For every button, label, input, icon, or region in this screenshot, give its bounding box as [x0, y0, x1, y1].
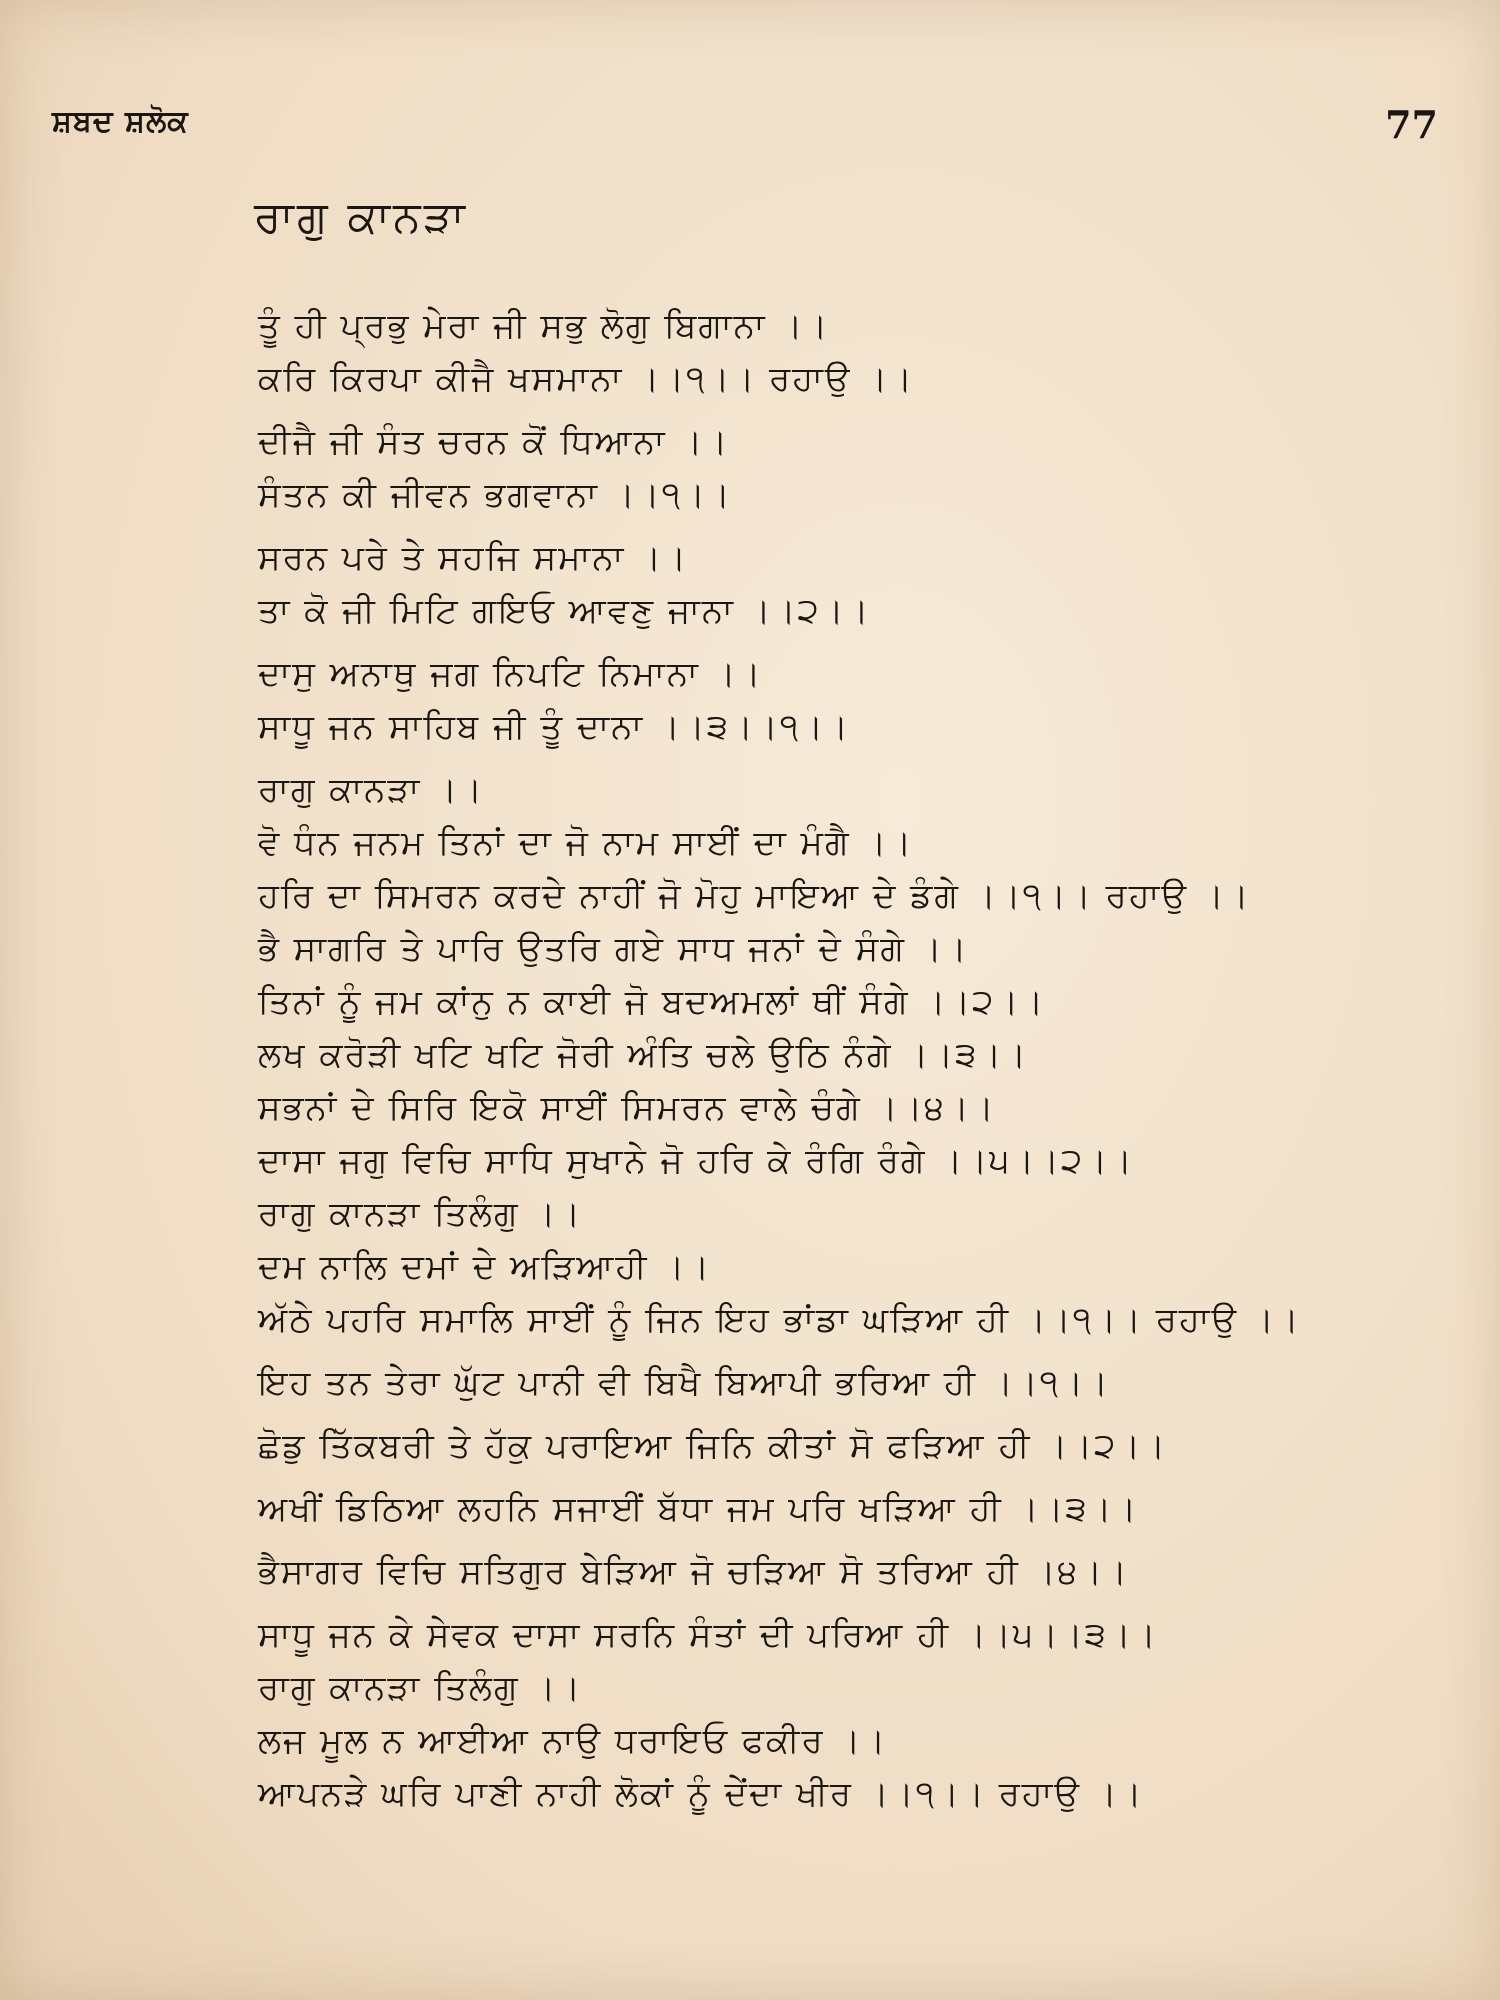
verse-line: ਅੱਠੇ ਪਹਰਿ ਸਮਾਲਿ ਸਾਈਂ ਨੂੰ ਜਿਨ ਇਹ ਭਾਂਡਾ ਘੜਿਆ ਹੀ ।।੧।। ਰਹਾਉ ।।: [258, 1300, 1301, 1340]
verse-line: ਸਾਧੂ ਜਨ ਸਾਹਿਬ ਜੀ ਤੂੰ ਦਾਨਾ ।।੩।।੧।।: [258, 707, 851, 747]
verse-line: ਇਹ ਤਨ ਤੇਰਾ ਘੁੱਟ ਪਾਨੀ ਵੀ ਬਿਖੈ ਬਿਆਪੀ ਭਰਿਆ ਹੀ ।।੧।।: [258, 1363, 1110, 1403]
verse-line: ਛੋਡੁ ਤਿੱਕਬਰੀ ਤੇ ਹੱਕੁ ਪਰਾਇਆ ਜਿਨਿ ਕੀਤਾਂ ਸੋ ਫੜਿਆ ਹੀ ।।੨।।: [258, 1426, 1168, 1466]
verse-line: ਆਪਨੜੇ ਘਰਿ ਪਾਣੀ ਨਾਹੀ ਲੋਕਾਂ ਨੂੰ ਦੇਂਦਾ ਖੀਰ ।।੧।। ਰਹਾਉ ।।: [258, 1774, 1144, 1814]
section-title: ਰਾਗੁ ਕਾਨੜਾ: [254, 192, 468, 243]
verse-line: ਲਜ ਮੂਲ ਨ ਆਈਆ ਨਾਉ ਧਰਾਇਓ ਫਕੀਰ ।।: [258, 1721, 888, 1761]
verse-line: ਅਖੀਂ ਡਿਠਿਆ ਲਹਨਿ ਸਜਾਈਂ ਬੱਧਾ ਜਮ ਪਰਿ ਖੜਿਆ ਹੀ ।।੩।।: [258, 1489, 1139, 1529]
verse-line: ਦੀਜੈ ਜੀ ਸੰਤ ਚਰਨ ਕੋਂ ਧਿਆਨਾ ।।: [258, 422, 730, 462]
verse-line: ਦਮ ਨਾਲਿ ਦਮਾਂ ਦੇ ਅੜਿਆਹੀ ।।: [258, 1247, 712, 1287]
verse-line: ਕਰਿ ਕਿਰਪਾ ਕੀਜੈ ਖਸਮਾਨਾ ।।੧।। ਰਹਾਉ ।।: [258, 359, 915, 399]
verse-line: ਭੈਸਾਗਰ ਵਿਚਿ ਸਤਿਗੁਰ ਬੇੜਿਆ ਜੋ ਚੜਿਆ ਸੋ ਤਰਿਆ ਹੀ ।੪।।: [258, 1552, 1129, 1592]
page-number: 77: [1385, 102, 1438, 147]
verse-line: ਵੋ ਧੰਨ ਜਨਮ ਤਿਨਾਂ ਦਾ ਜੋ ਨਾਮ ਸਾਈਂ ਦਾ ਮੰਗੈ ।।: [258, 823, 914, 863]
verse-line: ਰਾਗੁ ਕਾਨੜਾ ਤਿਲੰਗੁ ।।: [258, 1668, 583, 1708]
verse-line: ਸਰਨ ਪਰੇ ਤੇ ਸਹਜਿ ਸਮਾਨਾ ।।: [258, 538, 688, 578]
verse-line: ਲਖ ਕਰੋੜੀ ਖਟਿ ਖਟਿ ਜੋਰੀ ਅੰਤਿ ਚਲੇ ਉਠਿ ਨੰਗੇ ।।੩।।: [258, 1035, 1029, 1075]
verse-line: ਤਿਨਾਂ ਨੂੰ ਜਮ ਕਾਂਨੁ ਨ ਕਾਈ ਜੋ ਬਦਅਮਲਾਂ ਥੀਂ ਸੰਗੇ ।।੨।।: [258, 982, 1046, 1022]
verse-line: ਹਰਿ ਦਾ ਸਿਮਰਨ ਕਰਦੇ ਨਾਹੀਂ ਜੋ ਮੋਹੁ ਮਾਇਆ ਦੇ ਡੰਗੇ ।।੧।। ਰਹਾਉ ।।: [258, 876, 1251, 916]
verse-line: ਭੈ ਸਾਗਰਿ ਤੇ ਪਾਰਿ ਉਤਰਿ ਗਏ ਸਾਧ ਜਨਾਂ ਦੇ ਸੰਗੇ ।।: [258, 929, 969, 969]
verse-line: ਸਭਨਾਂ ਦੇ ਸਿਰਿ ਇਕੋ ਸਾਈਂ ਸਿਮਰਨ ਵਾਲੇ ਚੰਗੇ ।।੪।।: [258, 1088, 996, 1128]
verse-block: [258, 300, 1458, 1821]
verse-line: ਤਾ ਕੋ ਜੀ ਮਿਟਿ ਗਇਓ ਆਵਣੁ ਜਾਨਾ ।।੨।।: [258, 591, 871, 631]
verse-line: ਸੰਤਨ ਕੀ ਜੀਵਨ ਭਗਵਾਨਾ ।।੧।।: [258, 475, 732, 515]
running-title: ਸ਼ਬਦ ਸ਼ਲੋਕ: [52, 104, 189, 139]
verse-line: ਦਾਸਾ ਜਗੁ ਵਿਚਿ ਸਾਧਿ ਸੁਖਾਨੇ ਜੋ ਹਰਿ ਕੇ ਰੰਗਿ ਰੰਗੇ ।।੫।।੨।।: [258, 1141, 1134, 1181]
verse-line: ਰਾਗੁ ਕਾਨੜਾ ।।: [258, 770, 485, 810]
verse-line: ਤੂੰ ਹੀ ਪ੍ਰਭੁ ਮੇਰਾ ਜੀ ਸਭੁ ਲੋਗੁ ਬਿਗਾਨਾ ।।: [258, 306, 830, 346]
verse-line: ਦਾਸੁ ਅਨਾਥੁ ਜਗ ਨਿਪਟਿ ਨਿਮਾਨਾ ।।: [258, 654, 763, 694]
verse-line: ਰਾਗੁ ਕਾਨੜਾ ਤਿਲੰਗੁ ।।: [258, 1194, 583, 1234]
verse-line: ਸਾਧੂ ਜਨ ਕੇ ਸੇਵਕ ਦਾਸਾ ਸਰਨਿ ਸੰਤਾਂ ਦੀ ਪਰਿਆ ਹੀ ।।੫।।੩।।: [258, 1615, 1158, 1655]
